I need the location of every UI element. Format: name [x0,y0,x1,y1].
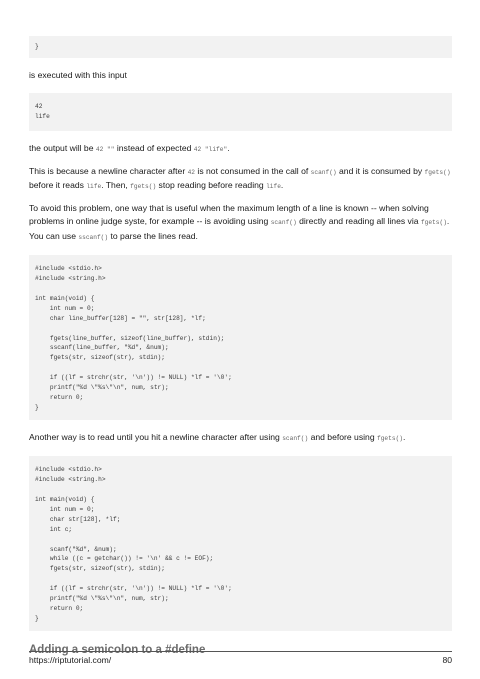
text: . [227,143,230,154]
inline-code: 42 "" [95,146,115,154]
text: directly and reading all lines via [296,216,421,227]
text: and it is consumed by [336,165,425,176]
text: . [403,431,406,442]
code-block-sscanf: #include <stdio.h> #include <string.h> int main(void) { int num = 0; char line_buffer[128] = "", str[128], *lf; fgets(line_buffer, sizeof(line_buffer), stdin); sscanf(line_buffer, "%d", &num); fgets(str, sizeof(str), stdin); if ((lf = strchr(str, '\n')) != NULL) *lf = '\0'; printf("%d \"%s\"\n", num, str); return 0; } [29,255,452,420]
inline-code: 42 "life" [193,146,228,154]
paragraph-output [29,142,452,157]
inline-code: 42 [187,168,196,176]
inline-code: fgets() [130,183,157,191]
text: . [280,180,284,191]
text: and before using [308,431,377,442]
text: This is because a newline character after [29,165,188,176]
inline-code: fgets() [377,434,403,442]
text: is not consumed in the call of [195,165,311,176]
text: to parse the lines read. [108,230,198,241]
paragraph-alternative [29,431,452,446]
document-body [29,36,452,656]
code-block-tail: } [29,36,452,58]
paragraph-explanation [29,165,452,194]
code-block-input: 42 life [29,93,452,131]
text: To avoid this problem, one way that is useful when the maximum length of a line is known -- when solving problems in online judge syste, for example -- is avoiding using [29,202,429,227]
inline-code: scanf() [310,168,337,176]
code-block-getchar: #include <stdio.h> #include <string.h> int main(void) { int num = 0; char str[128], *lf; int c; scanf("%d", &num); while ((c = getchar()) != '\n' && c != EOF); fgets(str, sizeof(str), stdin); if ((lf = strchr(str, '\n')) != NULL) *lf = '\0'; printf("%d \"%s\"\n", num, str); return 0; } [29,456,452,631]
inline-code: fgets() [424,168,451,176]
paragraph-solution [29,202,452,245]
inline-code: sscanf() [78,233,109,241]
inline-code: fgets() [420,219,447,227]
text: the output will be [29,143,96,154]
inline-code: life [266,183,281,191]
text: before it reads [29,180,87,191]
inline-code: life [86,183,102,191]
footer-divider [29,651,452,652]
text: . Then, [101,180,131,191]
page-number: 80 [442,655,452,665]
text: Another way is to read until you hit a newline character after using [29,431,283,442]
paragraph-input-intro: is executed with this input [29,69,127,80]
inline-code: scanf() [270,219,297,227]
inline-code: scanf() [282,434,309,442]
text: stop reading before reading [156,180,267,191]
footer-url: https://riptutorial.com/ [29,655,112,665]
text: . You can use [29,216,450,241]
section-heading: Adding a semicolon to a #define [29,643,206,656]
text: instead of expected [114,143,194,154]
